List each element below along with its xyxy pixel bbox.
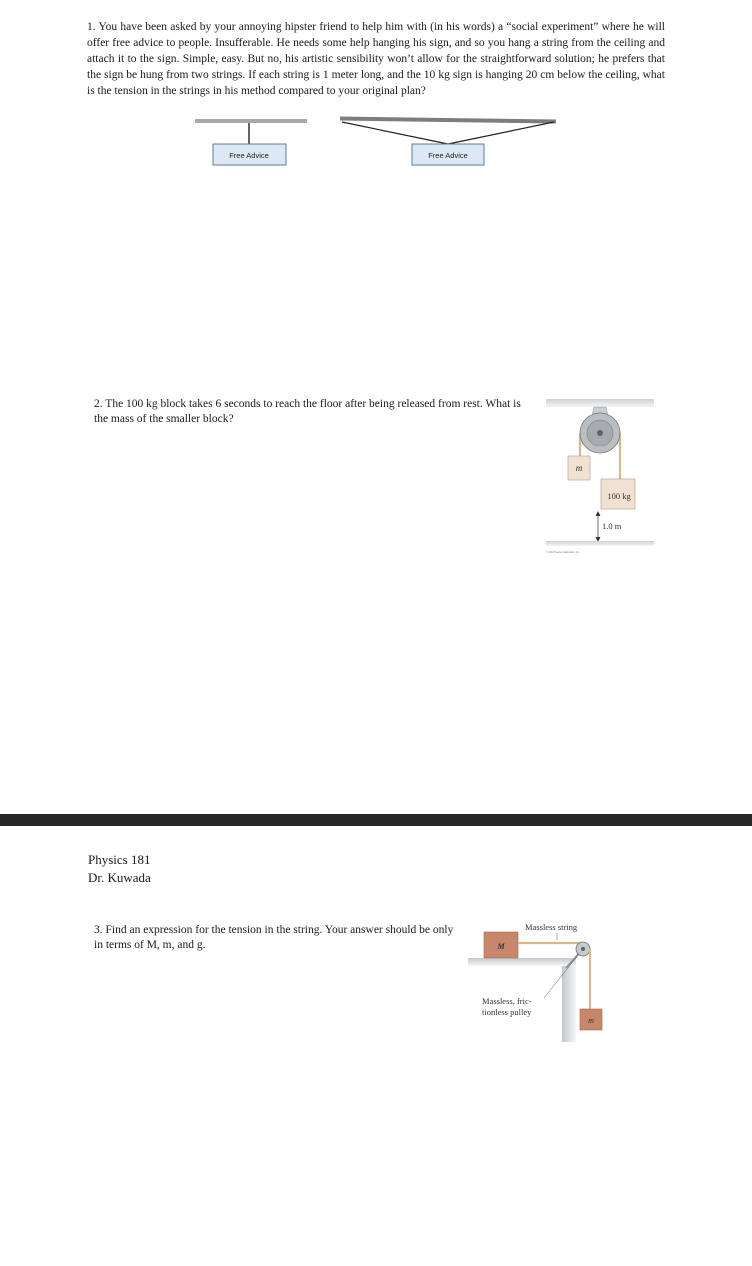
string-label: Massless string xyxy=(525,922,578,932)
sign-left-label: Free Advice xyxy=(229,151,269,160)
table-top xyxy=(468,958,576,966)
ceiling-right xyxy=(340,116,556,123)
page-separator xyxy=(0,814,752,826)
pulley-label-line1: Massless, fric- xyxy=(482,996,532,1006)
table-pulley-diagram xyxy=(466,918,606,1044)
block-M-label: M xyxy=(497,942,505,951)
sign-right-label: Free Advice xyxy=(428,151,468,160)
question-3-text: 3. Find an expression for the tension in the string. Your answer should be only in terms of M, m, and g. xyxy=(94,924,454,951)
string-right xyxy=(448,122,554,144)
pulley-axle xyxy=(597,430,603,436)
ceiling-left xyxy=(195,119,307,123)
question-2-text: 2. The 100 kg block takes 6 seconds to reach the floor after being released from rest. What is the mass of the smaller block? xyxy=(94,398,521,425)
question-1-text: 1. You have been asked by your annoying hipster friend to help him with (in his words) a “social experiment” where he will offer free advice to people. Insufferable. He needs some help hanging his sign, and so you hang a string from the ceiling and attach it to the sign. Simple, easy. But no, his artistic sensibility won’t allow for the straightforward solution; he prefers that the sign be hung from two strings. If each string is 1 meter long, and the 10 kg sign is hanging 20 cm below the ceiling, what is the tension in the strings in his method compared to your original plan? xyxy=(87,21,665,97)
copyright: © 2013 Pearson Education, Inc. xyxy=(546,551,580,554)
block-small-label: m xyxy=(575,463,583,473)
string-left xyxy=(342,122,448,144)
ceiling xyxy=(546,399,654,407)
course-name: Physics 181 xyxy=(88,852,151,867)
table-leg xyxy=(562,966,576,1042)
pulley-label-line2: tionless pulley xyxy=(482,1007,532,1017)
height-label: 1.0 m xyxy=(602,521,622,531)
block-m-label: m xyxy=(588,1016,594,1025)
course-header xyxy=(88,851,151,887)
block-large-label: 100 kg xyxy=(607,491,631,501)
page-2 xyxy=(0,826,752,1266)
hanging-sign-diagram xyxy=(190,112,560,170)
instructor-name: Dr. Kuwada xyxy=(88,870,151,885)
floor xyxy=(546,541,654,546)
atwood-machine-diagram xyxy=(544,396,656,556)
